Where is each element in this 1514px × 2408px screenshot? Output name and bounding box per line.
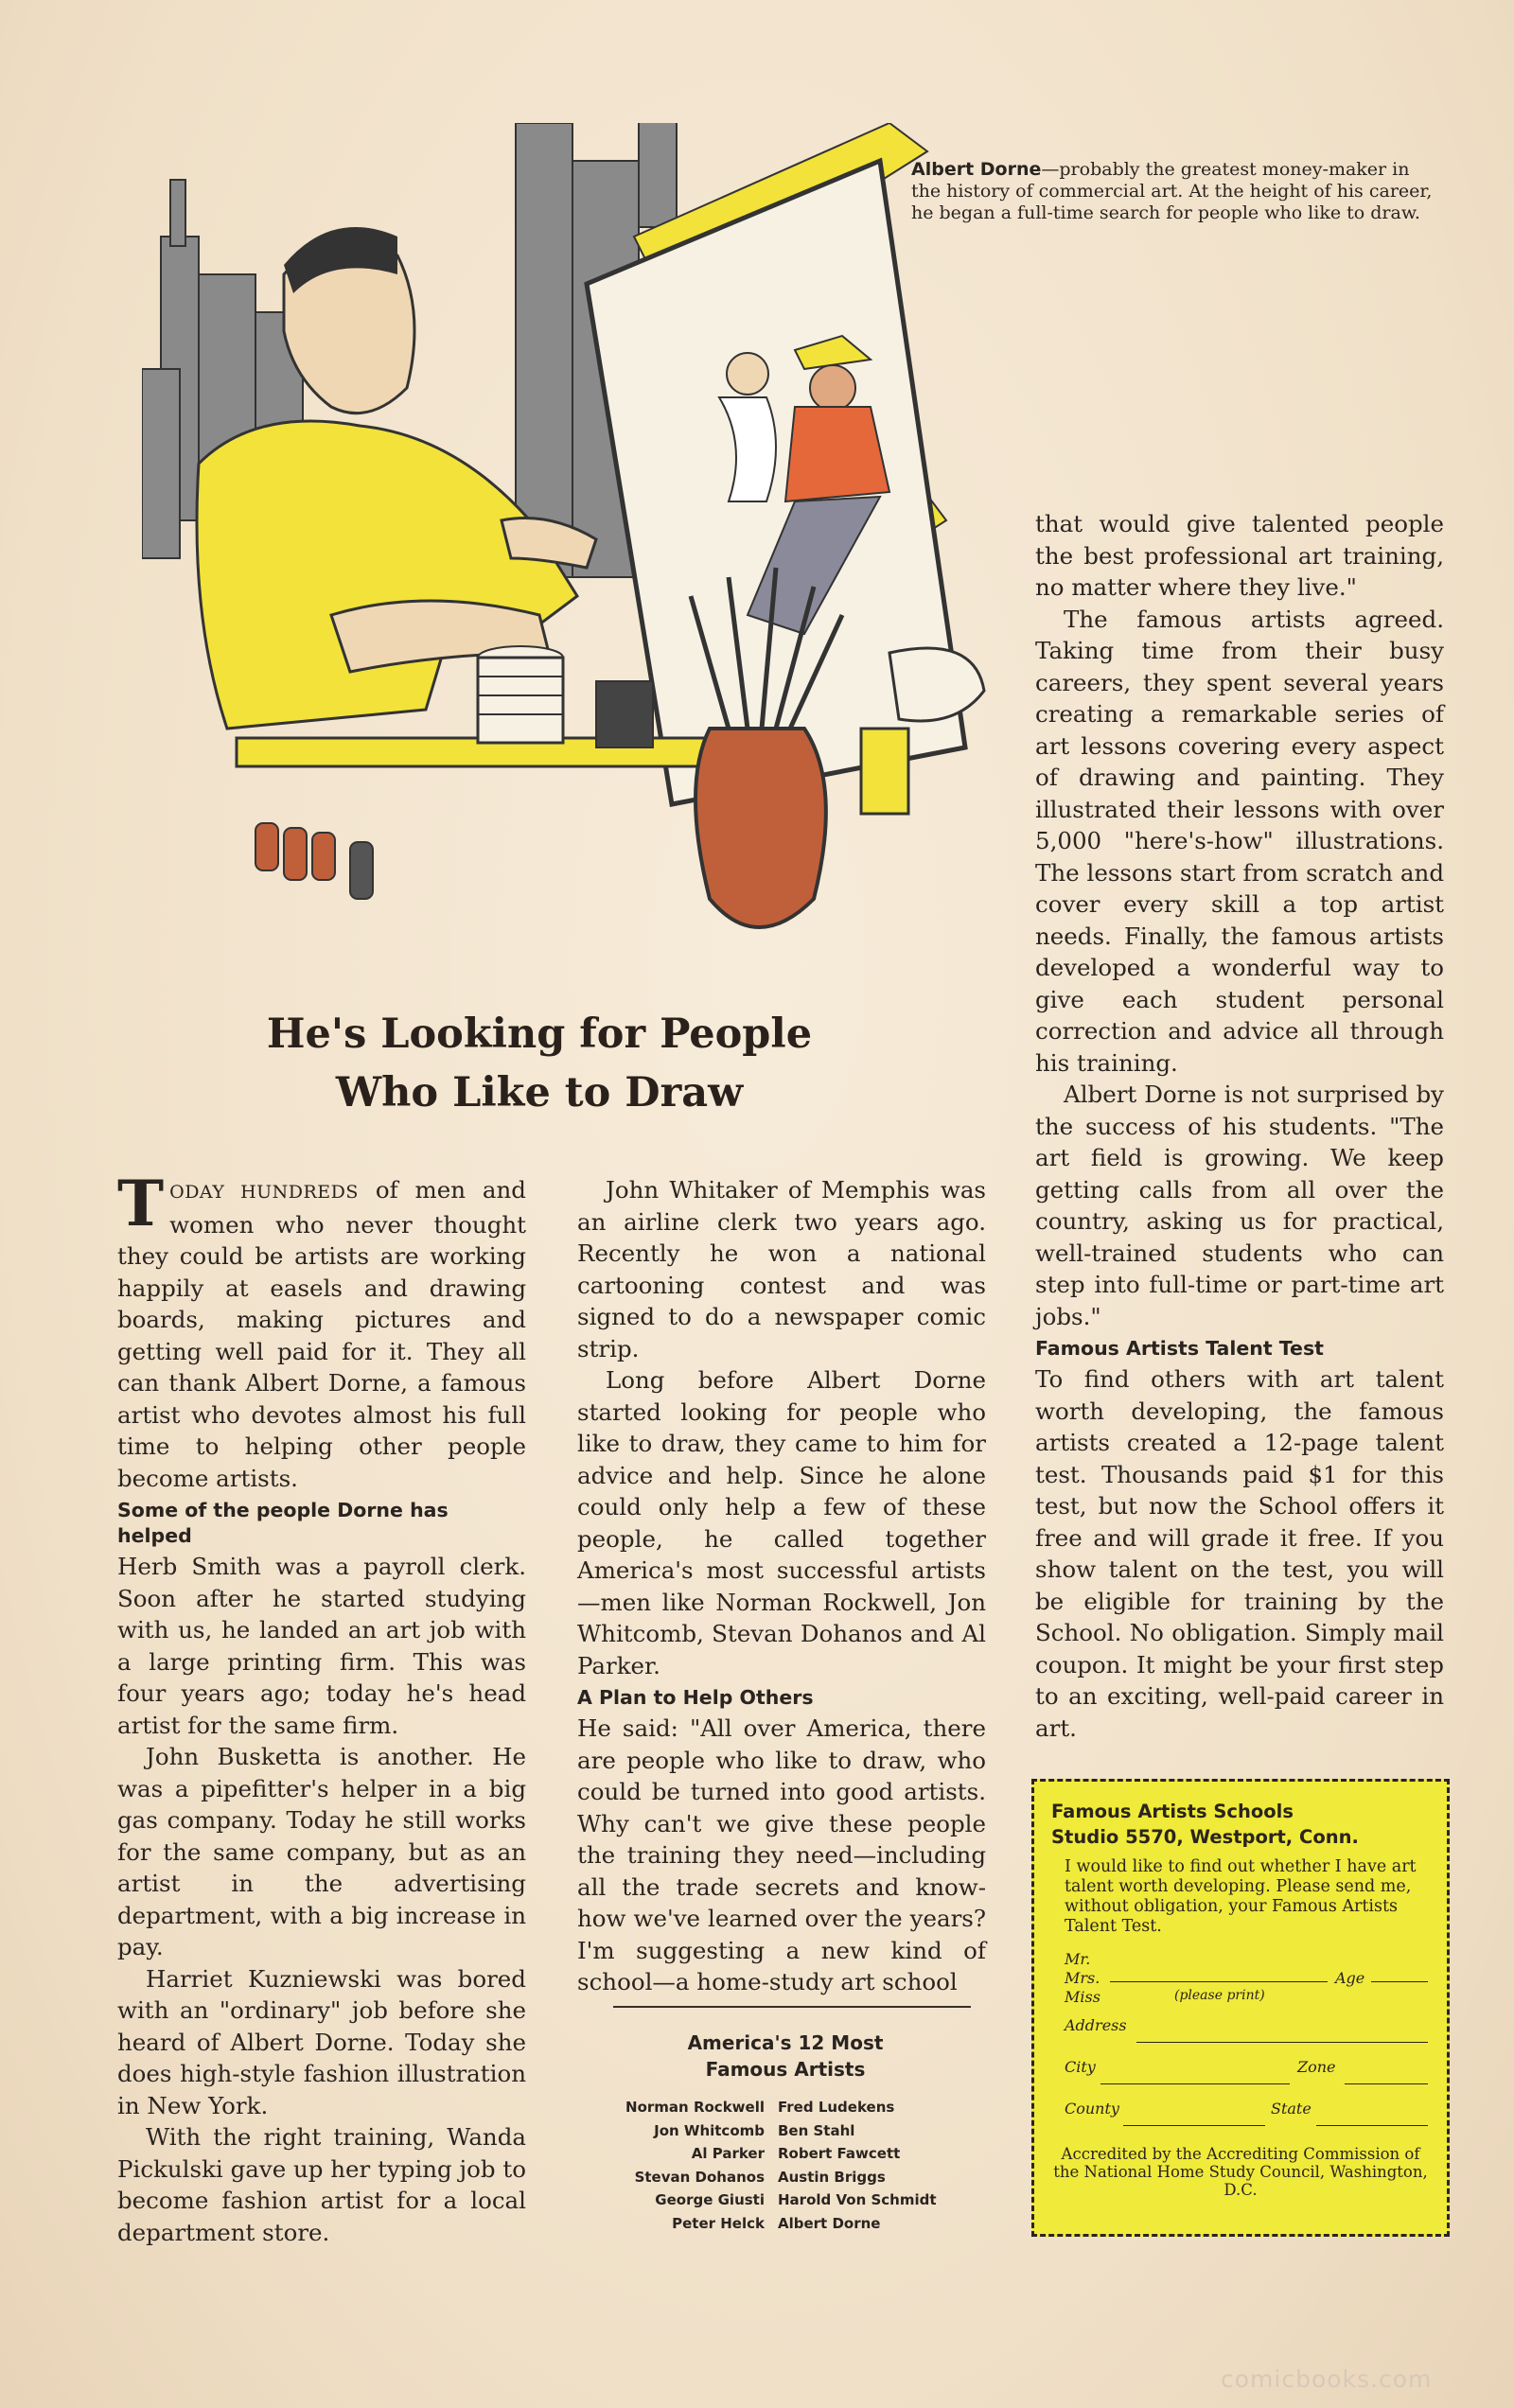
coupon-studio: Studio 5570, Westport, Conn. [1051,1826,1359,1848]
watermark: comicbooks.com [1221,2365,1433,2393]
artist-name: Ben Stahl [778,2121,855,2139]
intro-smallcaps: ODAY HUNDREDS [169,1182,359,1203]
city-line[interactable] [1100,2083,1290,2084]
famous-title-line-1: America's 12 Most [687,2031,884,2054]
coupon-miss-row [1051,1988,1430,2016]
headline-line-1: He's Looking for People [266,1011,813,1058]
artist-name: Fred Ludekens [778,2099,895,2116]
age-label: Age [1335,1969,1365,1987]
paragraph: He said: "All over America, there are people who like to draw, who could be turned into good artists. Why can't we give these people the training they need—including all the trade secrets and know-how we've learned over the years? I'm suggesting a new kind of school—a home-study art school [577,1714,986,1995]
famous-artists-list [568,2096,1012,2235]
artist-name: Peter Helck [672,2214,765,2232]
address-line[interactable] [1136,2042,1428,2043]
article-column-3 [1035,508,1444,1744]
paragraph: John Whitaker of Memphis was an airline clerk two years ago. Recently he won a national cartooning contest and was signed to do a newspaper comic strip. [577,1176,986,1362]
artist-name: Norman Rockwell [625,2099,765,2116]
headline-line-2: Who Like to Draw [335,1069,744,1116]
article-column-2 [577,1174,986,1998]
albert-dorne-illustration [142,123,1050,975]
famous-artists-title [577,2030,994,2083]
coupon-accreditation: Accredited by the Accrediting Commission of the National Home Study Council, Washington, D.C. [1053,2145,1428,2199]
subhead-plan: A Plan to Help Others [577,1686,814,1709]
coupon-city-field[interactable] [1051,2058,1430,2090]
artist-name: Jon Whitcomb [654,2121,765,2139]
list-item [568,2142,1012,2166]
subhead-people-helped: Some of the people Dorne has helped [117,1499,449,1547]
famous-title-line-2: Famous Artists [705,2058,866,2081]
artist-name: George Giusti [655,2191,765,2208]
coupon-school: Famous Artists Schools [1051,1801,1294,1822]
mrs-label: Mrs. [1065,1969,1100,1987]
paragraph: Harriet Kuzniewski was bored with an "ordinary" job before she heard of Albert Dorne. Today she does high-style fashion illustration in New York. [117,1964,526,2119]
paragraph: that would give talented people the best professional art training, no matter where they live." [1035,510,1444,601]
mail-coupon[interactable] [1031,1779,1450,2237]
headline [123,1005,956,1122]
list-item [568,2119,1012,2143]
age-line[interactable] [1371,1981,1428,1982]
coupon-body: I would like to find out whether I have art talent worth developing. Please send me, without obligation, your Famous Artists Talent Test. [1065,1857,1417,1936]
zone-line[interactable] [1345,2083,1428,2084]
article-column-1 [117,1167,526,2248]
address-label: Address [1065,2016,1127,2034]
miss-label: Miss [1065,1988,1100,2006]
artist-name: Al Parker [691,2145,765,2162]
paragraph: With the right training, Wanda Pickulski gave up her typing job to become fashion artist for a local department store. [117,2123,526,2246]
paragraph: Albert Dorne is not surprised by the success of his students. "The art field is growing. We keep getting calls from all over the country, asking us for practical, well-trained students who can step into full-time or part-time art jobs." [1035,1081,1444,1330]
intro-paragraph [117,1167,526,1494]
please-print-label: (please print) [1174,1988,1265,2003]
city-label: City [1065,2058,1096,2076]
county-label: County [1065,2100,1119,2118]
county-line[interactable] [1123,2125,1265,2126]
artist-name: Harold Von Schmidt [778,2191,937,2208]
name-line[interactable] [1110,1981,1328,1982]
artist-name: Austin Briggs [778,2168,886,2186]
illustration-caption [911,159,1441,224]
paragraph: To find others with art talent worth developing, the famous artists created a 12-page talent test. Thousands paid $1 for this test, but now the School offers it free and will grade it free. If you show talent on the test, you will be eligible for training by the School. No obligation. Simply mail coupon. It might be your first step to an exciting, well-paid career in art. [1035,1365,1444,1742]
caption-text: —probably the greatest money-maker in the history of commercial art. At the height of his career, he began a full-time search for people who like to draw. [911,159,1433,223]
coupon-county-field[interactable] [1051,2100,1430,2132]
state-label: State [1271,2100,1312,2118]
drop-cap: T [117,1167,165,1240]
paragraph: John Busketta is another. He was a pipefitter's helper in a big gas company. Today he still works for the same company, but as an artist in the advertising department, with a big increase in pay. [117,1743,526,1960]
list-item [568,2188,1012,2212]
mr-label: Mr. [1065,1950,1091,1968]
paragraph: The famous artists agreed. Taking time from their busy careers, they spent several years creating a remarkable series of art lessons covering every aspect of drawing and painting. They illustrated their lessons with over 5,000 "here's-how" illustrations. The lessons start from scratch and cover every skill a top artist needs. Finally, the famous artists developed a wonderful way to give each student personal correction and advice all through his training. [1035,605,1444,1077]
paragraph: Herb Smith was a payroll clerk. Soon after he started studying with us, he landed an art job with a large printing firm. This was four years ago; today he's head artist for the same firm. [117,1553,526,1739]
coupon-mr-label [1051,1950,1430,1969]
intro-text: of men and women who never thought they could be artists are working happily at easels and drawing boards, making pictures and getting well paid for it. They all can thank Albert Dorne, a famous artist who devotes almost his full time to helping other people become artists. [117,1176,526,1492]
caption-name: Albert Dorne [911,159,1042,180]
artist-name: Robert Fawcett [778,2145,901,2162]
paragraph: Long before Albert Dorne started looking for people who like to draw, they came to him for advice and help. Since he alone could only help a few of these people, he called together America's most successful artists —men like Norman Rockwell, Jon Whitcomb, Stevan Dohanos and Al Parker. [577,1366,986,1679]
artist-name: Stevan Dohanos [634,2168,765,2186]
state-line[interactable] [1316,2125,1428,2126]
artist-name: Albert Dorne [778,2214,881,2232]
list-item [568,2212,1012,2236]
coupon-address-field[interactable] [1051,2016,1430,2048]
subhead-talent-test: Famous Artists Talent Test [1035,1337,1324,1360]
list-item [568,2166,1012,2189]
divider-rule [613,2006,971,2008]
coupon-name-field[interactable] [1051,1969,1430,1988]
zone-label: Zone [1297,2058,1336,2076]
list-item [568,2096,1012,2119]
